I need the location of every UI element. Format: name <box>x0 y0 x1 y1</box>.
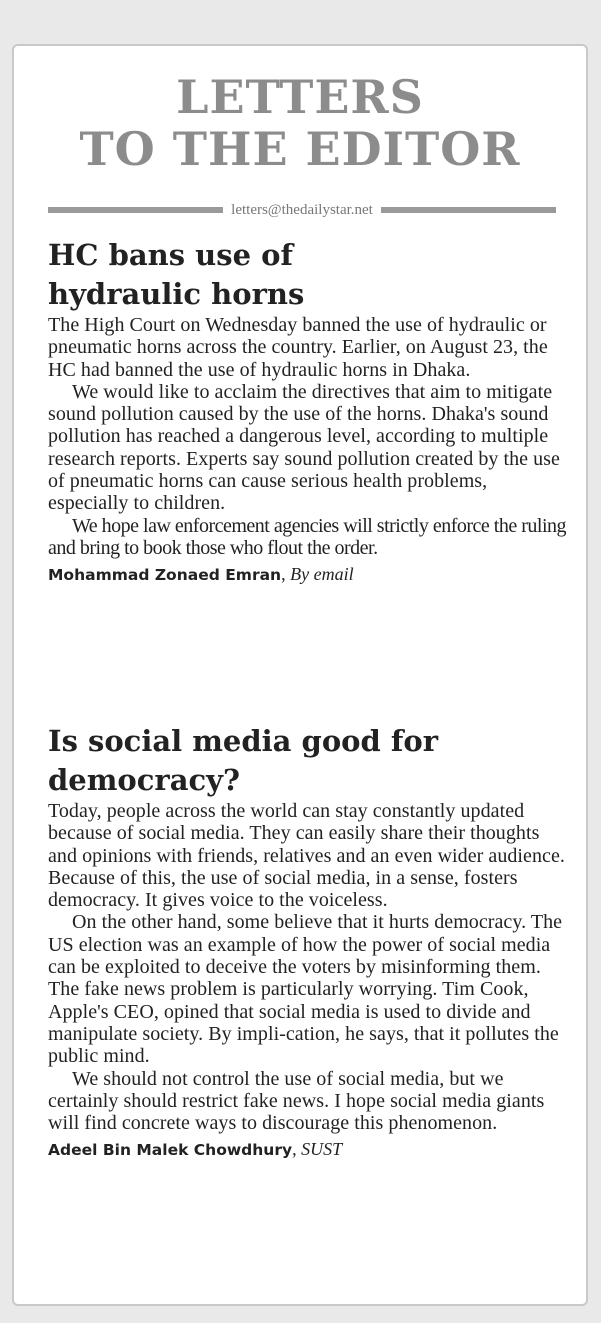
letter-title-line1: Is social media good for <box>48 724 438 758</box>
letter-paragraph: The High Court on Wednesday banned the use of hydraulic or pneumatic horns across the country. Earlier, on August 23, the HC had banned the use of hydraulic horns in Dhaka. <box>48 314 548 381</box>
letter-paragraph: We hope law enforcement agencies will strictly enforce the ruling and bring to book those who flout the order. <box>48 514 567 559</box>
letter-signature: Mohammad Zonaed Emran, By email <box>48 564 354 585</box>
letter-social-media <box>48 722 568 1162</box>
letter-title <box>48 722 568 800</box>
letter-hydraulic-horns <box>48 236 568 587</box>
letter-title-line2: democracy? <box>48 763 240 797</box>
letter-paragraph: We should not control the use of social media, but we certainly should restrict fake news. I hope social media giants will find concrete ways to discourage this phenomenon. <box>48 1067 545 1135</box>
author-name: Mohammad Zonaed Emran <box>48 566 282 585</box>
letter-title-line2: hydraulic horns <box>48 277 305 311</box>
letters-panel <box>12 44 588 1306</box>
letter-title <box>48 236 568 314</box>
letter-signature: Adeel Bin Malek Chowdhury, SUST <box>48 1139 343 1160</box>
left-rule <box>48 207 223 213</box>
email-row <box>48 200 556 220</box>
masthead-title-line1: LETTERS <box>176 70 424 124</box>
right-rule <box>381 207 556 213</box>
letter-paragraph: On the other hand, some believe that it hurts democracy. The US election was an example of how the power of social media can be exploited to deceive the voters by misinforming them. The fake news problem is particularly worrying. Tim Cook, Apple's CEO, opined that social media is used to divide and manipulate society. By impli-cation, he says, that it pollutes the public mind. <box>48 911 563 1068</box>
author-affiliation: SUST <box>301 1139 343 1160</box>
author-affiliation: By email <box>290 564 354 585</box>
masthead-title-line2: TO THE EDITOR <box>79 122 521 176</box>
author-name: Adeel Bin Malek Chowdhury <box>48 1141 293 1160</box>
masthead <box>14 72 586 176</box>
letter-title-line1: HC bans use of <box>48 238 293 272</box>
editor-email: letters@thedailystar.net <box>231 201 373 218</box>
letter-paragraph: Today, people across the world can stay constantly updated because of social media. They can easily share their thoughts and opinions with friends, relatives and an even wider audience. Because of this, the use of social media, in a sense, fosters democracy. It gives voice to the voiceless. <box>48 800 565 912</box>
letter-paragraph: We would like to acclaim the directives that aim to mitigate sound pollution caused by the use of the horns. Dhaka's sound pollution has reached a dangerous level, according to multiple research reports. Experts say sound pollution created by the use of pneumatic horns can cause serious health problems, especially to children. <box>48 380 560 515</box>
